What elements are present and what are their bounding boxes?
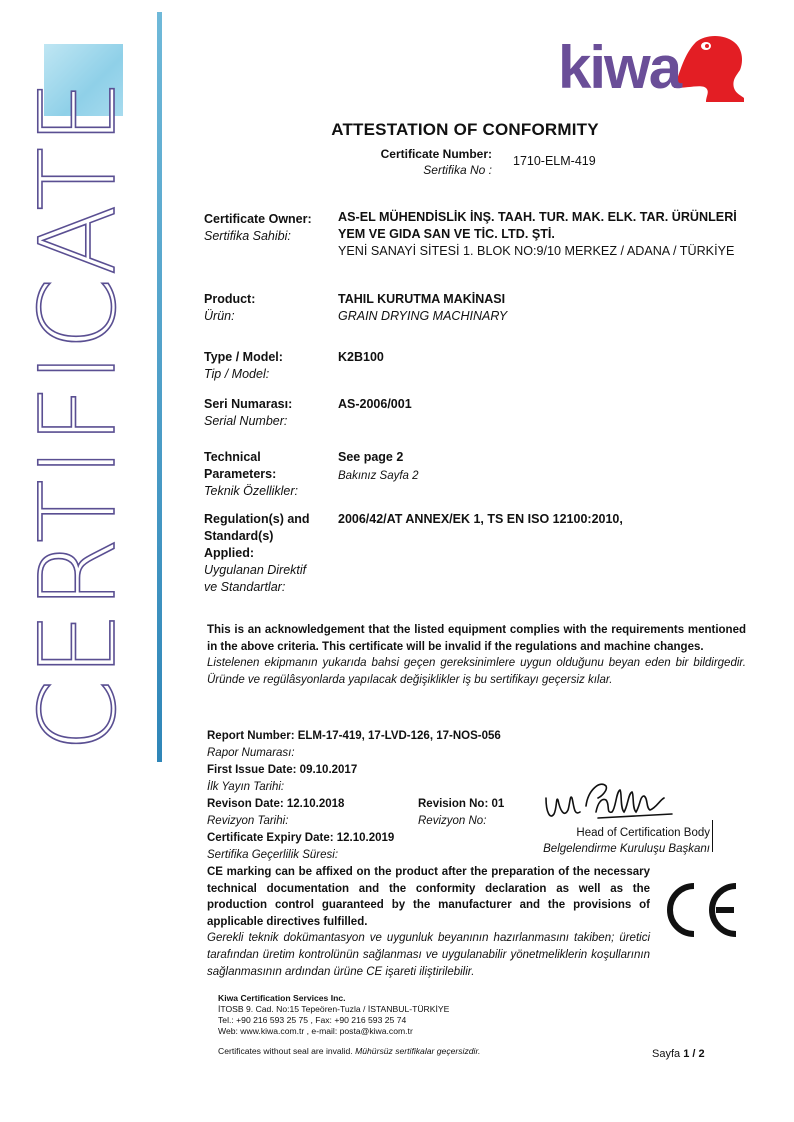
seal-note-tr: Mühürsüz sertifikalar geçersizdir. bbox=[355, 1046, 481, 1056]
regulations-label-line3: Applied: bbox=[204, 546, 254, 560]
technical-value-tr: Bakınız Sayfa 2 bbox=[338, 470, 419, 482]
first-issue-date: First Issue Date: 09.10.2017 bbox=[207, 764, 358, 776]
type-model-label bbox=[204, 349, 283, 383]
page-value: 1 / 2 bbox=[683, 1048, 705, 1060]
revision-number: Revision No: 01 bbox=[418, 798, 505, 810]
seal-note-en: Certificates without seal are invalid. bbox=[218, 1046, 353, 1056]
certificate-number-label-en: Certificate Number: bbox=[380, 147, 492, 161]
ce-mark-icon bbox=[660, 880, 740, 940]
type-model-label-tr: Tip / Model: bbox=[204, 367, 270, 381]
regulations-value: 2006/42/AT ANNEX/EK 1, TS EN ISO 12100:2010, bbox=[338, 512, 623, 526]
owner-label bbox=[204, 211, 312, 245]
footer-phone: Tel.: +90 216 593 25 75 , Fax: +90 216 593 25 74 bbox=[218, 1015, 407, 1025]
footer-web: Web: www.kiwa.com.tr , e-mail: posta@kiwa.com.tr bbox=[218, 1026, 413, 1036]
serial-label bbox=[204, 396, 292, 430]
product-label-en: Product: bbox=[204, 292, 256, 306]
signatory-block bbox=[540, 826, 710, 857]
footer-address: İTOSB 9. Cad. No:15 Tepeören-Tuzla / İSTANBUL-TÜRKİYE bbox=[218, 1004, 450, 1014]
ce-marking-tr: Gerekli teknik dokümantasyon ve uygunluk beyanının hazırlanmasını takiben; üretici tarafından üretim kontrolünün sağlanması ve uygulanabilir yönetmeliklerin koşullarının sağlanmasının ardından ürüne CE işareti iliştirilebilir. bbox=[207, 932, 650, 978]
expiry-date: Certificate Expiry Date: 12.10.2019 bbox=[207, 832, 395, 844]
ce-marking-en: CE marking can be affixed on the product after the preparation of the necessary technical documentation and the conformity declaration as well as the production control guaranteed by the manufacturer and the provisions of applicable directives fulfilled. bbox=[207, 866, 650, 928]
technical-label-line1: Technical bbox=[204, 450, 261, 464]
acknowledgement-en: This is an acknowledgement that the listed equipment complies with the requirements mentioned in the above criteria. This certificate will be invalid if the regulations and machine changes. bbox=[207, 624, 746, 653]
regulations-label-tr1: Uygulanan Direktif bbox=[204, 563, 307, 577]
acknowledgement bbox=[207, 622, 746, 688]
regulations-label bbox=[204, 511, 310, 596]
technical-label-line2: Parameters: bbox=[204, 467, 277, 481]
footer-contact bbox=[218, 993, 449, 1037]
revision-date: Revison Date: 12.10.2018 bbox=[207, 798, 345, 810]
regulations-label-tr2: ve Standartlar: bbox=[204, 580, 286, 594]
logo-wordmark: kiwa bbox=[558, 34, 681, 101]
ce-marking-text bbox=[207, 864, 650, 980]
product-value bbox=[338, 291, 507, 325]
technical-label bbox=[204, 449, 298, 500]
document-title: ATTESTATION OF CONFORMITY bbox=[331, 120, 599, 139]
footer-company: Kiwa Certification Services Inc. bbox=[218, 993, 346, 1003]
page-label: Sayfa bbox=[652, 1048, 681, 1060]
owner-name-line1: AS-EL MÜHENDİSLİK İNŞ. TAAH. TUR. MAK. ELK. TAR. ÜRÜNLERİ bbox=[338, 210, 737, 224]
serial-label-en: Serial Number: bbox=[204, 414, 288, 428]
first-issue-date-tr: İlk Yayın Tarihi: bbox=[207, 781, 285, 793]
product-label-tr: Ürün: bbox=[204, 309, 235, 323]
report-number: Report Number: ELM-17-419, 17-LVD-126, 17-NOS-056 bbox=[207, 730, 501, 742]
technical-label-tr: Teknik Özellikler: bbox=[204, 484, 299, 498]
product-value-tr: TAHIL KURUTMA MAKİNASI bbox=[338, 292, 506, 306]
technical-value-en: See page 2 bbox=[338, 450, 404, 464]
certificate-side-text: CERTIFICATE bbox=[17, 77, 139, 752]
footer-seal-note bbox=[218, 1046, 480, 1057]
certificate-number-value: 1710-ELM-419 bbox=[513, 154, 596, 168]
revision-number-block bbox=[418, 796, 504, 830]
regulations-label-line1: Regulation(s) and bbox=[204, 512, 310, 526]
serial-value: AS-2006/001 bbox=[338, 397, 412, 411]
vertical-accent-bar bbox=[157, 12, 162, 762]
type-model-value: K2B100 bbox=[338, 350, 384, 364]
kiwa-logo bbox=[556, 32, 746, 104]
product-value-en: GRAIN DRYING MACHINARY bbox=[338, 309, 508, 323]
owner-name-line2: YEM VE GIDA SAN VE TİC. LTD. ŞTİ. bbox=[338, 227, 555, 241]
signature-rule bbox=[712, 820, 713, 852]
type-model-label-en: Type / Model: bbox=[204, 350, 283, 364]
owner-address: YENİ SANAYİ SİTESİ 1. BLOK NO:9/10 MERKEZ / ADANA / TÜRKİYE bbox=[338, 244, 735, 258]
owner-label-tr: Sertifika Sahibi: bbox=[204, 229, 291, 243]
certificate-number-label bbox=[330, 146, 492, 178]
signatory-title-en: Head of Certification Body bbox=[576, 827, 710, 839]
page-indicator bbox=[652, 1048, 705, 1060]
report-number-tr: Rapor Numarası: bbox=[207, 747, 295, 759]
regulations-label-line2: Standard(s) bbox=[204, 529, 274, 543]
owner-label-en: Certificate Owner: bbox=[204, 212, 312, 226]
signatory-title-tr: Belgelendirme Kuruluşu Başkanı bbox=[543, 842, 710, 855]
revision-number-tr: Revizyon No: bbox=[418, 815, 487, 827]
certificate-number-label-tr: Sertifika No : bbox=[423, 163, 492, 177]
owner-value bbox=[338, 209, 737, 260]
product-label bbox=[204, 291, 255, 325]
handwritten-signature bbox=[540, 776, 690, 828]
acknowledgement-tr: Listelenen ekipmanın yukarıda bahsi geçen gereksinimlere uygun olduğunu beyan eden bir bildirgedir. Üründe ve regülâsyonlarda yapılacak değişiklikler iş bu sertifikayı geçersiz kılar. bbox=[207, 657, 746, 686]
revision-date-tr: Revizyon Tarihi: bbox=[207, 815, 289, 827]
serial-label-tr: Seri Numarası: bbox=[204, 397, 293, 411]
technical-value bbox=[338, 449, 419, 485]
expiry-date-tr: Sertifika Geçerlilik Süresi: bbox=[207, 849, 339, 861]
